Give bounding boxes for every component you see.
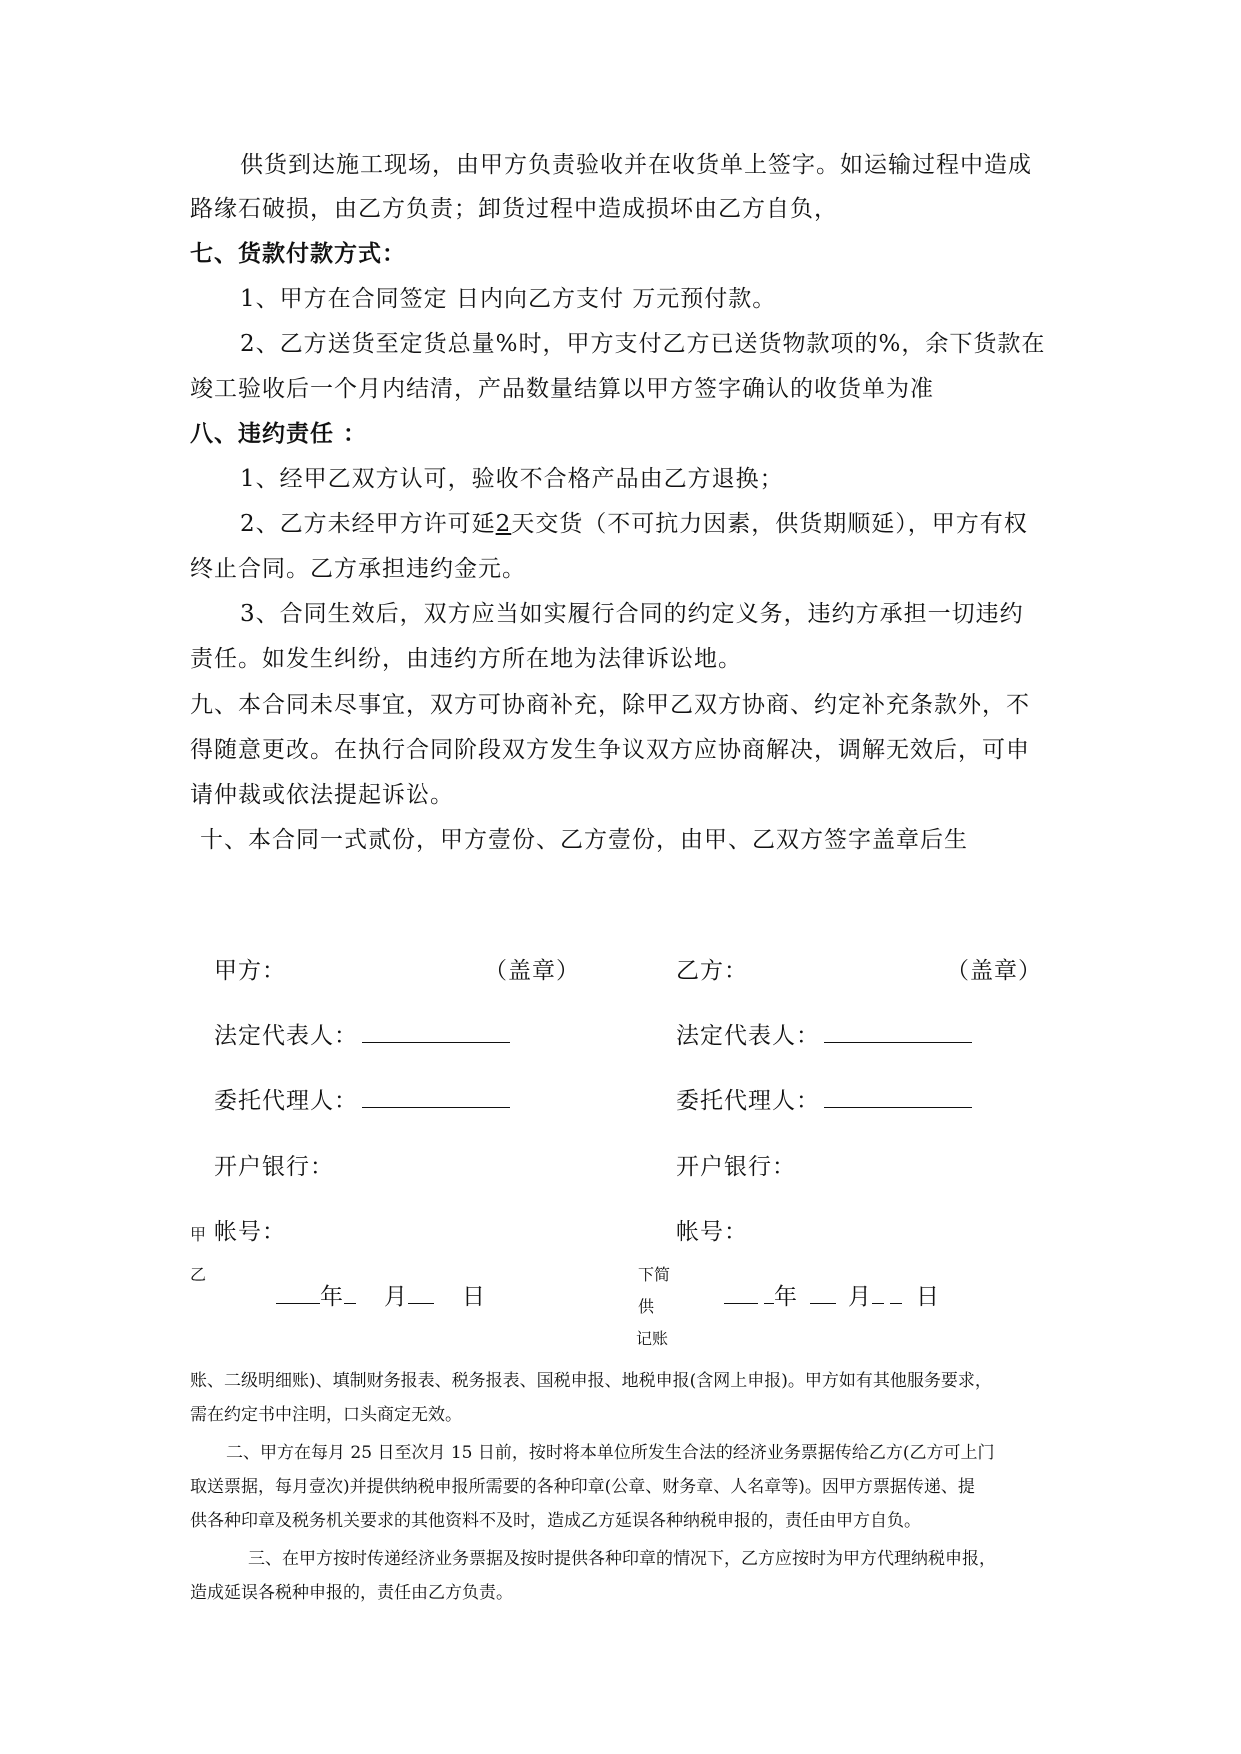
party-b-legal-rep-label: 法定代表人： xyxy=(676,1023,820,1049)
party-b-day-blank-2 xyxy=(890,1281,902,1304)
contract-line-10: 终止合同。乙方承担违约金元。 xyxy=(190,556,526,582)
contract-line-5: 2、乙方送货至定货总量%时，甲方支付乙方已送货物款项的%，余下货款在 xyxy=(240,331,1046,357)
party-b-date xyxy=(724,1278,940,1311)
party-a-date xyxy=(276,1278,486,1311)
agreement-line-6: 三、在甲方按时传递经济业务票据及按时提供各种印章的情况下，乙方应按时为甲方代理纳税申报， xyxy=(248,1549,996,1569)
party-b-month-blank xyxy=(810,1281,836,1304)
agreement-line-4: 取送票据，每月壹次)并提供纳税申报所需要的各种印章(公章、财务章、人名章等)。因甲方票据传递、提 xyxy=(190,1477,975,1497)
party-a-month-blank xyxy=(408,1281,434,1304)
party-a-account: 帐号： xyxy=(214,1219,286,1245)
party-a-day-label: 日 xyxy=(462,1284,486,1310)
section-9-line-2: 得随意更改。在执行合同阶段双方发生争议双方应协商解决，调解无效后，可申 xyxy=(190,737,1030,763)
party-b-day-blank xyxy=(872,1281,884,1304)
agreement-line-5: 供各种印章及税务机关要求的其他资料不及时，造成乙方延误各种纳税申报的，责任由甲方自负。 xyxy=(190,1511,921,1531)
contract-line-12: 责任。如发生纠纷，由违约方所在地为法律诉讼地。 xyxy=(190,646,742,672)
section-9-line-1: 九、本合同未尽事宜，双方可协商补充，除甲乙双方协商、约定补充条款外，不 xyxy=(190,692,1030,718)
section-8-heading: 八、违约责任 ： xyxy=(190,420,368,447)
party-a-bank: 开户银行： xyxy=(214,1154,334,1180)
party-b-agent-blank xyxy=(824,1085,972,1108)
party-a-seal: （盖章） xyxy=(484,958,580,984)
party-b-account: 帐号： xyxy=(676,1219,748,1245)
party-b-legal-rep xyxy=(676,1017,972,1050)
contract-line-4: 1、甲方在合同签定 日内向乙方支付 万元预付款。 xyxy=(240,286,777,312)
party-b-month-label: 月 xyxy=(848,1284,872,1310)
party-a-year-blank xyxy=(276,1281,320,1304)
fragment-left-1: 甲 xyxy=(190,1225,207,1244)
agreement-line-3: 二、甲方在每月 25 日至次月 15 日前，按时将本单位所发生合法的经济业务票据传给乙方(乙方可上门 xyxy=(226,1443,995,1463)
party-b-agent xyxy=(676,1082,972,1115)
party-a-agent-blank xyxy=(362,1085,510,1108)
fragment-mid-3: 记账 xyxy=(636,1329,669,1348)
agreement-line-7: 造成延误各税种申报的，责任由乙方负责。 xyxy=(190,1583,513,1603)
party-b-year-blank xyxy=(724,1281,758,1304)
delay-days: 2 xyxy=(495,511,512,537)
party-a-year-gap xyxy=(344,1281,356,1304)
section-10-line: 十、本合同一式贰份，甲方壹份、乙方壹份，由甲、乙双方签字盖章后生 xyxy=(200,827,968,853)
party-a-agent-label: 委托代理人： xyxy=(214,1088,358,1114)
party-a-legal-rep xyxy=(214,1017,510,1050)
party-b-label: 乙方： xyxy=(676,958,748,984)
party-a-month-label: 月 xyxy=(384,1284,408,1310)
fragment-mid-1: 下简 xyxy=(638,1265,671,1284)
party-a-label: 甲方： xyxy=(214,958,286,984)
contract-line-9 xyxy=(240,505,1110,538)
party-b-day-label: 日 xyxy=(916,1284,940,1310)
contract-line-6: 竣工验收后一个月内结清，产品数量结算以甲方签字确认的收货单为准 xyxy=(190,376,934,402)
agreement-line-1: 账、二级明细账)、填制财务报表、税务报表、国税申报、地税申报(含网上申报)。甲方如有其他服务要求， xyxy=(190,1371,992,1391)
party-a-legal-rep-blank xyxy=(362,1020,510,1043)
party-a-agent xyxy=(214,1082,510,1115)
delay-clause-start: 2、乙方未经甲方许可延 xyxy=(240,511,496,537)
section-9-line-3: 请仲裁或依法提起诉讼。 xyxy=(190,782,454,808)
delay-clause-end: 天交货（不可抗力因素，供货期顺延），甲方有权 xyxy=(511,511,1028,537)
party-a-year-label: 年 xyxy=(320,1284,344,1310)
section-7-heading: 七、货款付款方式： xyxy=(190,240,406,267)
contract-line-11: 3、合同生效后，双方应当如实履行合同的约定义务，违约方承担一切违约 xyxy=(240,601,1024,627)
party-b-agent-label: 委托代理人： xyxy=(676,1088,820,1114)
contract-line-1: 供货到达施工现场，由甲方负责验收并在收货单上签字。如运输过程中造成 xyxy=(240,152,1032,178)
party-b-bank: 开户银行： xyxy=(676,1154,796,1180)
party-a-legal-rep-label: 法定代表人： xyxy=(214,1023,358,1049)
contract-line-2: 路缘石破损，由乙方负责；卸货过程中造成损坏由乙方自负， xyxy=(190,196,838,222)
contract-line-8: 1、经甲乙双方认可，验收不合格产品由乙方退换； xyxy=(240,466,784,492)
fragment-left-2: 乙 xyxy=(190,1265,207,1284)
party-b-seal: （盖章） xyxy=(946,958,1042,984)
party-b-legal-rep-blank xyxy=(824,1020,972,1043)
agreement-line-2: 需在约定书中注明，口头商定无效。 xyxy=(190,1405,462,1425)
party-b-year-label: 年 xyxy=(774,1284,798,1310)
fragment-mid-2: 供 xyxy=(638,1297,655,1316)
party-b-year-blank-2 xyxy=(764,1281,774,1304)
